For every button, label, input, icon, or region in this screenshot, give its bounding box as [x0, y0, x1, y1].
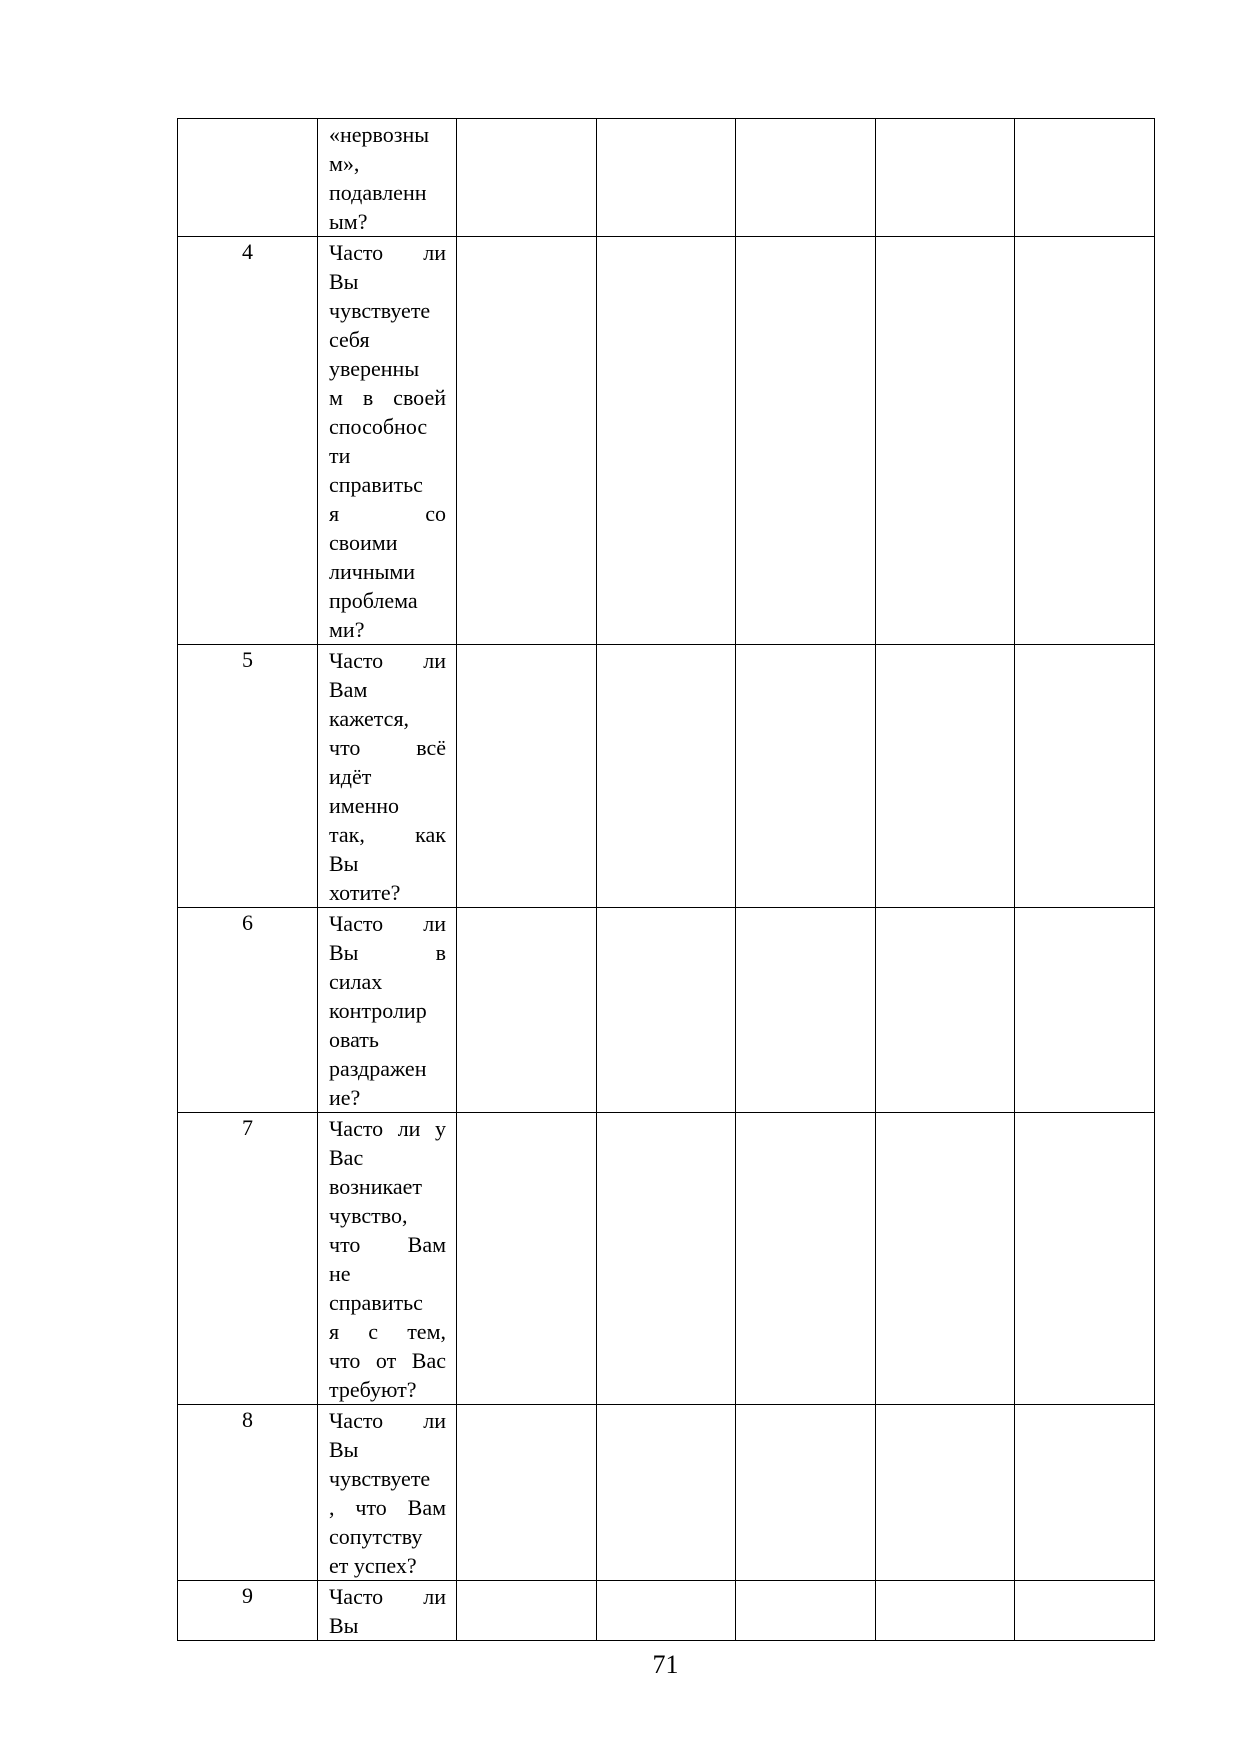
- answer-cell: [736, 1405, 876, 1581]
- question-text-line: Часто ли: [329, 911, 446, 936]
- question-text-line: Вы в: [329, 940, 446, 965]
- question-text-line: Часто ли: [329, 1408, 446, 1433]
- answer-cell: [876, 1113, 1015, 1405]
- question-text-cell: [318, 1581, 457, 1641]
- answer-cell: [597, 1405, 736, 1581]
- question-text-line: уверенны: [329, 356, 420, 381]
- table-row: [178, 1113, 1155, 1405]
- answer-cell: [736, 1113, 876, 1405]
- question-text-line: возникает: [329, 1174, 422, 1199]
- answer-cell: [876, 119, 1015, 237]
- question-text-line: ет успех?: [329, 1553, 417, 1578]
- answer-cell: [736, 645, 876, 908]
- question-text-line: овать: [329, 1027, 379, 1052]
- question-text-line: ти: [329, 443, 351, 468]
- question-text-line: Часто ли: [329, 1584, 446, 1609]
- question-text-line: ми?: [329, 617, 365, 642]
- question-text-line: справитьс: [329, 1290, 423, 1315]
- question-text-line: Вас: [329, 1145, 364, 1170]
- question-text-line: м»,: [329, 151, 360, 176]
- questionnaire-table: [177, 118, 1155, 1641]
- question-text-line: чувствуете: [329, 1466, 431, 1491]
- question-text-line: раздражен: [329, 1056, 427, 1081]
- answer-cell: [876, 908, 1015, 1113]
- question-text-line: подавленн: [329, 180, 427, 205]
- answer-cell: [736, 237, 876, 645]
- answer-cell: [736, 119, 876, 237]
- question-text-line: сопутству: [329, 1524, 423, 1549]
- question-text-line: м в своей: [329, 385, 446, 410]
- question-number-cell: 4: [178, 237, 318, 645]
- answer-cell: [457, 1405, 597, 1581]
- answer-cell: [1015, 119, 1155, 237]
- question-text-line: проблема: [329, 588, 418, 613]
- answer-cell: [1015, 1113, 1155, 1405]
- question-number-cell: [178, 119, 318, 237]
- question-text-line: именно: [329, 793, 400, 818]
- question-text-line: ым?: [329, 209, 368, 234]
- question-text-cell: [318, 1113, 457, 1405]
- question-text-cell: [318, 908, 457, 1113]
- question-text-line: Часто ли: [329, 648, 446, 673]
- question-text-line: кажется,: [329, 706, 410, 731]
- question-text-line: я со: [329, 501, 446, 526]
- question-text-line: своими: [329, 530, 398, 555]
- answer-cell: [597, 908, 736, 1113]
- answer-cell: [1015, 908, 1155, 1113]
- question-text-line: «нервозны: [329, 122, 430, 147]
- question-number-cell: 8: [178, 1405, 318, 1581]
- answer-cell: [876, 1405, 1015, 1581]
- answer-cell: [876, 645, 1015, 908]
- question-text-line: чувствуете: [329, 298, 431, 323]
- table-body: [178, 119, 1155, 1641]
- answer-cell: [876, 1581, 1015, 1641]
- question-text-line: Вы: [329, 851, 359, 876]
- answer-cell: [1015, 1405, 1155, 1581]
- answer-cell: [457, 1113, 597, 1405]
- table-row: [178, 1581, 1155, 1641]
- question-text-line: контролир: [329, 998, 427, 1023]
- question-text-line: что всё: [329, 735, 446, 760]
- table-row: [178, 237, 1155, 645]
- question-text-line: требуют?: [329, 1377, 417, 1402]
- question-text-line: , что Вам: [329, 1495, 446, 1520]
- question-text-line: Вы: [329, 1437, 359, 1462]
- answer-cell: [1015, 1581, 1155, 1641]
- answer-cell: [1015, 645, 1155, 908]
- page-number: 71: [652, 1650, 679, 1679]
- answer-cell: [457, 645, 597, 908]
- question-text-line: что от Вас: [329, 1348, 446, 1373]
- question-text-line: силах: [329, 969, 383, 994]
- question-text-line: справитьс: [329, 472, 423, 497]
- question-text-line: способнос: [329, 414, 428, 439]
- answer-cell: [597, 119, 736, 237]
- question-text-line: личными: [329, 559, 416, 584]
- question-text-cell: [318, 119, 457, 237]
- question-text-line: ие?: [329, 1085, 361, 1110]
- question-number-cell: 5: [178, 645, 318, 908]
- question-text-line: хотите?: [329, 880, 401, 905]
- answer-cell: [597, 645, 736, 908]
- question-text-line: так, как: [329, 822, 446, 847]
- table-row: [178, 645, 1155, 908]
- answer-cell: [736, 1581, 876, 1641]
- question-text-line: не: [329, 1261, 351, 1286]
- answer-cell: [876, 237, 1015, 645]
- question-number-cell: 7: [178, 1113, 318, 1405]
- answer-cell: [457, 908, 597, 1113]
- question-text-cell: [318, 237, 457, 645]
- table-row: [178, 119, 1155, 237]
- answer-cell: [1015, 237, 1155, 645]
- question-text-line: что Вам: [329, 1232, 446, 1257]
- question-text-line: Часто ли: [329, 240, 446, 265]
- question-number-cell: 6: [178, 908, 318, 1113]
- question-text-line: Вы: [329, 269, 359, 294]
- table-row: [178, 1405, 1155, 1581]
- question-text-line: я с тем,: [329, 1319, 446, 1344]
- question-text-cell: [318, 1405, 457, 1581]
- answer-cell: [736, 908, 876, 1113]
- answer-cell: [597, 1113, 736, 1405]
- question-text-line: Часто ли у: [329, 1116, 446, 1141]
- question-text-line: Вам: [329, 677, 368, 702]
- answer-cell: [457, 237, 597, 645]
- question-text-line: Вы: [329, 1613, 359, 1638]
- answer-cell: [457, 119, 597, 237]
- table-row: [178, 908, 1155, 1113]
- question-text-cell: [318, 645, 457, 908]
- answer-cell: [597, 1581, 736, 1641]
- question-number-cell: 9: [178, 1581, 318, 1641]
- question-text-line: чувство,: [329, 1203, 408, 1228]
- question-text-line: себя: [329, 327, 370, 352]
- answer-cell: [597, 237, 736, 645]
- question-text-line: идёт: [329, 764, 372, 789]
- answer-cell: [457, 1581, 597, 1641]
